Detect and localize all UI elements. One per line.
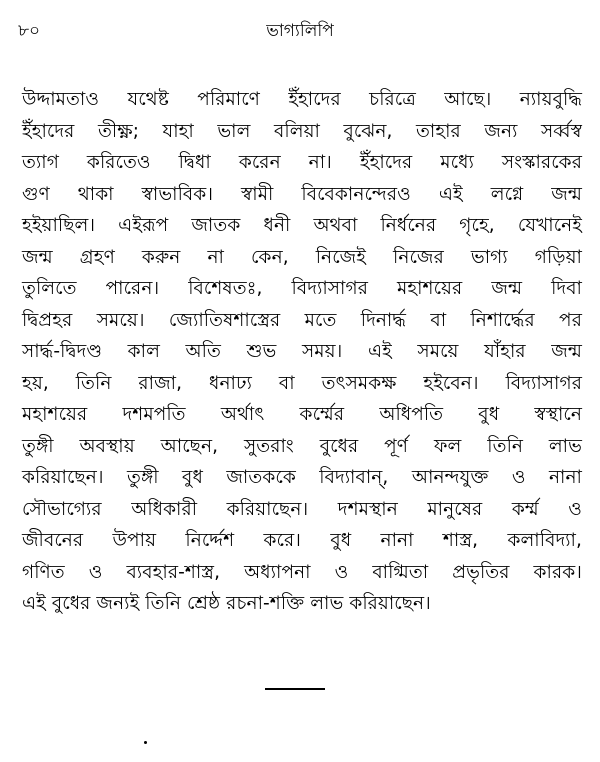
text-line: জীবনের উপায় নির্দ্দেশ করে। বুধ নানা শাস্ত্র, কলাবিদ্যা, bbox=[22, 530, 582, 551]
body-paragraph bbox=[22, 84, 582, 620]
text-line: হয়, তিনি রাজা, ধনাঢ্য বা তৎসমকক্ষ হইবেন। বিদ্যাসাগর bbox=[22, 372, 582, 394]
text-line: মহাশয়ের দশমপতি অর্থাৎ কর্ম্মের অধিপতি বুধ স্বস্থানে bbox=[22, 404, 582, 425]
text-line: হইয়াছিল। এইরূপ জাতক ধনী অথবা নির্ধনের গৃহে, যেখানেই bbox=[22, 215, 582, 236]
text-line: তুলিতে পারেন। বিশেষতঃ, বিদ্যাসাগর মহাশয়ের জন্ম দিবা bbox=[22, 278, 582, 299]
page-header bbox=[0, 18, 600, 44]
text-line: এই বুধের জন্যই তিনি শ্রেষ্ঠ রচনা-শক্তি লাভ করিয়াছেন। bbox=[22, 593, 431, 614]
text-line: উদ্দামতাও যথেষ্ট পরিমাণে ইঁহাদের চরিত্রে আছে। ন্যায়বুদ্ধি bbox=[22, 89, 582, 110]
text-line: সার্দ্ধ-দ্বিদণ্ড কাল অতি শুভ সময়। এই সময়ে যাঁহার জন্ম bbox=[22, 341, 582, 362]
text-line: ত্যাগ করিতেও দ্বিধা করেন না। ইঁহাদের মধ্যে সংস্কারকের bbox=[22, 152, 582, 173]
running-title: ভাগ্যলিপি bbox=[266, 21, 334, 41]
text-line: তুঙ্গী অবস্থায় আছেন, সুতরাং বুধের পূর্ণ ফল তিনি লাভ bbox=[22, 435, 582, 457]
text-line: গুণ থাকা স্বাভাবিক। স্বামী বিবেকানন্দেরও এই লগ্নে জন্ম bbox=[22, 183, 582, 205]
text-line: সৌভাগ্যের অধিকারী করিয়াছেন। দশমস্থান মানুষের কর্ম্ম ও bbox=[22, 498, 582, 520]
page-number: ৮০ bbox=[18, 21, 41, 41]
text-line: জন্ম গ্রহণ করুন না কেন, নিজেই নিজের ভাগ্য গড়িয়া bbox=[22, 246, 582, 268]
section-divider bbox=[265, 688, 325, 690]
ink-dot bbox=[144, 741, 147, 744]
text-line: গণিত ও ব্যবহার-শাস্ত্র, অধ্যাপনা ও বাগ্মিতা প্রভৃতির কারক। bbox=[22, 561, 582, 583]
text-line: দ্বিপ্রহর সময়ে। জ্যোতিষশাস্ত্রের মতে দিনার্দ্ধ বা নিশার্দ্ধের পর bbox=[22, 309, 582, 331]
text-line: করিয়াছেন। তুঙ্গী বুধ জাতককে বিদ্যাবান্, আনন্দযুক্ত ও নানা bbox=[22, 467, 582, 488]
text-line: ইঁহাদের তীক্ষ্ণ; যাহা ভাল বলিয়া বুঝেন, তাহার জন্য সর্ব্বস্ব bbox=[22, 120, 582, 142]
